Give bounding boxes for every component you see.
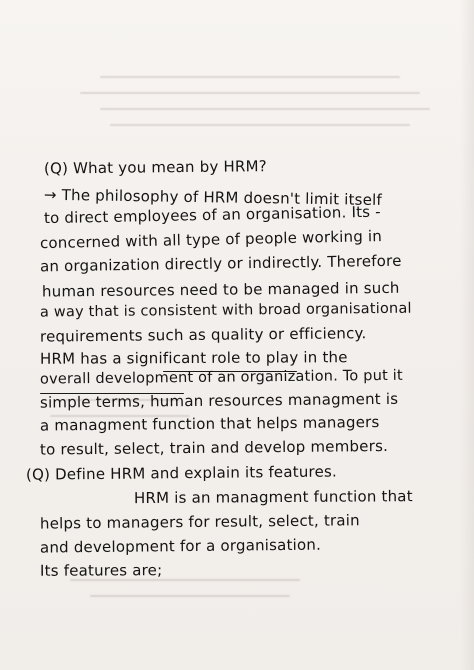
answer-1-line-2: to direct employees of an organisation. Its - [43,202,381,228]
answer-1-line-4: an organization directly or indirectly. Therefore [39,251,402,276]
question-1: (Q) What you mean by HRM? [43,157,267,178]
bleed-through-text [40,70,440,140]
question-2: (Q) Define HRM and explain its features. [25,462,338,484]
answer-1-line-7: requirements such as quality or efficiency. [39,324,367,346]
answer-2-line-4: Its features are; [39,561,163,580]
answer-2-line-2: helps to managers for result, select, train [39,511,360,533]
page-edge-shadow [460,0,474,670]
answer-1-line-12: to result, select, train and develop members. [39,436,389,459]
answer-1-line-8: HRM has a significant role to play in the [39,348,348,368]
bleed-through-text-bottom [40,575,440,615]
answer-1-line-1: → The philosophy of HRM doesn't limit itself [43,185,383,209]
answer-1-line-11: a managment function that helps managers [39,413,380,435]
answer-1-line-9: overall development of an organization. To put it [39,367,403,388]
answer-1-line-6: a way that is consistent with broad organisational [39,300,412,321]
answer-2-line-1: HRM is an managment function that [133,487,413,508]
answer-1-line-3: concerned with all type of people working in [39,227,383,253]
answer-1-line-10: simple terms, human resources managment is [39,389,399,412]
answer-1-line-5: human resources need to be managed in such [41,278,400,301]
answer-2-line-3: and development for a organisation. [39,535,322,557]
